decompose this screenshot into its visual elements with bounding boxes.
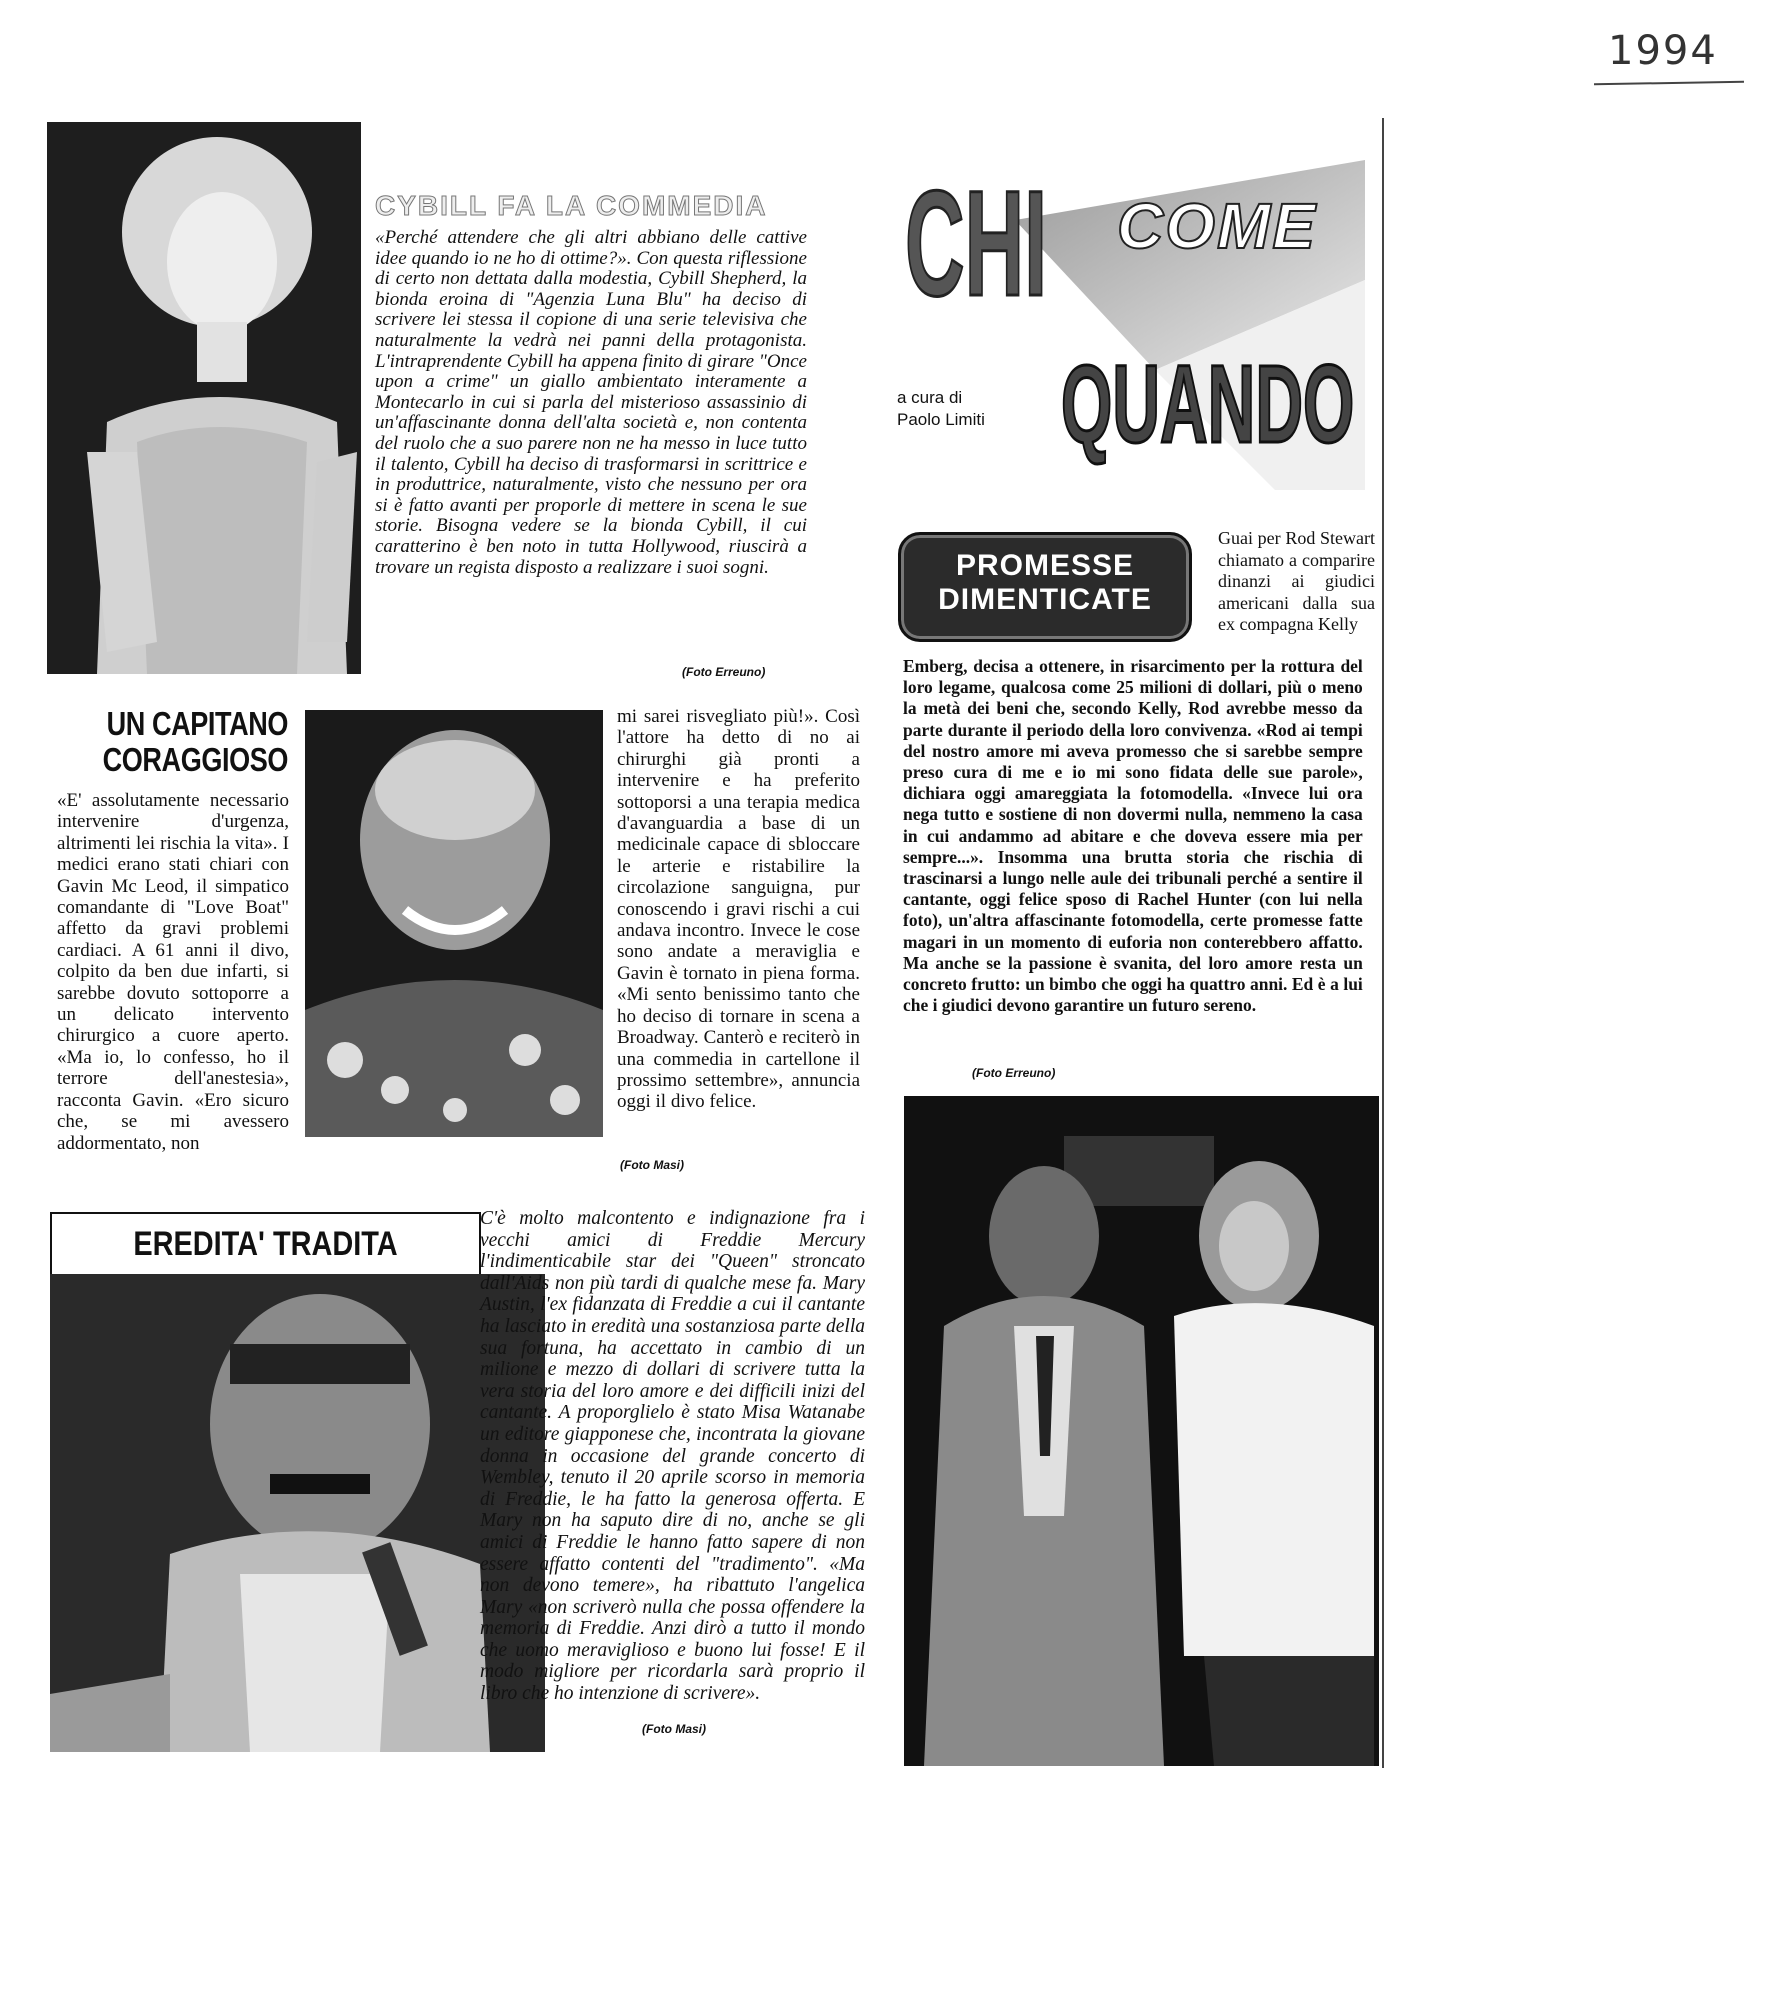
eredita-photo-credit: (Foto Masi) <box>642 1722 706 1736</box>
masthead-quando: QUANDO <box>1061 343 1355 466</box>
clipping-edge <box>1382 118 1384 1768</box>
masthead <box>895 160 1380 490</box>
year-underline <box>1594 81 1744 86</box>
capitano-title-line1: UN CAPITANO <box>106 705 288 742</box>
promesse-text-main: Emberg, decisa a ottenere, in risarcimento per la rottura del loro legame, qualcosa come 25 milioni di dollari, più o meno la metà dei beni che, secondo Kelly, Rod avrebbe messo da parte durante il periodo della loro convivenza. «Rod ai tempi del nostro amore mi aveva promesso che si sarebbe sempre preso cura di me e io mi sono fidata delle sue parole», dichiara oggi amareggiata la fotomodella. «Invece lui ora nega tutto e sostiene di non dovermi nulla, nemmeno la casa in cui andammo ad abitare e che doveva essere mia per sempre...». Insomma una brutta storia che rischia di trascinarsi a lungo nelle aule dei tribunali perché a sentire il cantante, oggi felice sposo di Rachel Hunter (con lui nella foto), un'altra affascinante fotomodella, certe promesse fatte magari in un momento di euforia non conterebbero affatto. Ma anche se la passione è svanita, del loro amore resta un concreto frutto: un bimbo che oggi ha quattro anni. Ed è a lui che i giudici devono garantire un futuro sereno. <box>903 656 1363 1016</box>
cybill-text: «Perché attendere che gli altri abbiano delle cattive idee quando io ne ho di ottime?». Con questa riflessione di certo non dettata dalla modestia, Cybill Shepherd, la bionda eroina di "Agenzia Luna Blu" ha deciso di scrivere lei stessa il copione di una serie televisiva che naturalmente la vedrà nei panni della protagonista. L'intraprendente Cybill ha appena finito di girare "Once upon a crime" un giallo ambientato interamente a Montecarlo in cui si parla del misterioso assassinio di un'affascinante donna dell'alta società e, non contenta del ruolo che a suo parere non ne ha messo in luce tutto il talento, Cybill ha deciso di trasformarsi in scrittrice e in produttrice, naturalmente, visto che nessuno per ora si è fatto avanti per proporle di mettere in scena le sue storie. Bisogna vedere se la bionda Cybill, il cui caratterino è ben noto in tutta Hollywood, riuscirà a trovare un regista disposto a realizzare i suoi sogni. <box>375 227 807 578</box>
freddie-mercury-photo <box>50 1274 545 1752</box>
masthead-chi: CHI <box>905 160 1048 327</box>
byline-name: Paolo Limiti <box>897 410 985 429</box>
cybill-title: CYBILL FA LA COMMEDIA <box>375 190 768 221</box>
promesse-title-line1: PROMESSE <box>955 549 1135 582</box>
masthead-come: COME <box>1117 190 1317 262</box>
cybill-shepherd-photo <box>47 122 361 674</box>
year-note: 1994 <box>1608 28 1718 74</box>
capitano-text-col1: «E' assolutamente necessario intervenire d'urgenza, altrimenti lei rischia la vita». I medici erano stati chiari con Gavin Mc Leod, il simpatico comandante di "Love Boat" affetto da gravi problemi cardiaci. A 61 anni il divo, colpito da ben due infarti, si sarebbe dovuto sottoporre a un delicato intervento chirurgico a cuore aperto. «Ma io, lo confesso, ho il terrore dell'anestesia», racconta Gavin. «Ero sicuro che, se mi avessero addormentato, non <box>57 790 289 1154</box>
promesse-photo-credit: (Foto Erreuno) <box>972 1066 1056 1080</box>
byline-label: a cura di <box>897 388 963 407</box>
promesse-text-top: Guai per Rod Stewart chiamato a comparire dinanzi ai giudici americani dalla sua ex compagna Kelly <box>1218 528 1375 634</box>
capitano-title <box>60 706 288 778</box>
capitano-photo-credit: (Foto Masi) <box>620 1158 684 1172</box>
eredita-title-box <box>50 1212 481 1276</box>
rod-stewart-rachel-hunter-photo <box>904 1096 1379 1766</box>
gavin-mcleod-photo <box>305 710 603 1137</box>
capitano-title-line2: CORAGGIOSO <box>102 741 288 778</box>
eredita-title: EREDITA' TRADITA <box>133 1225 398 1263</box>
promesse-title-line2: DIMENTICATE <box>938 583 1152 616</box>
eredita-text: C'è molto malcontento e indignazione fra i vecchi amici di Freddie Mercury l'indimenticabile star dei "Queen" stroncato dall'Aids non più tardi di qualche mese fa. Mary Austin, l'ex fidanzata di Freddie a cui il cantante ha lasciato in eredità una sostanziosa parte della sua fortuna, ha accettato in cambio di un milione e mezzo di dollari di scrivere tutta la vera storia del loro amore e dei difficili inizi del cantante. A proporglielo è stato Misa Watanabe un editore giapponese che, incontrata la giovane donna in occasione del grande concerto di Wembley, tenuto il 20 aprile scorso in memoria di Freddie, le ha fatto la generosa offerta. E Mary non ha saputo dire di no, anche se gli amici di Freddie le hanno fatto sapere di non essere affatto contenti del "tradimento". «Ma non devono temere», ha ribattuto l'angelica Mary «non scriverò nulla che possa offendere la memoria di Freddie. Anzi dirò a tutto il mondo che uomo meraviglioso e buono lui fosse! E il modo migliore per ricordarla sarà proprio il libro che ho intenzione di scrivere». <box>480 1208 865 1705</box>
capitano-text-col2: mi sarei risvegliato più!». Così l'attore ha detto di no ai chirurghi già pronti a intervenire e ha preferito sottoporsi a una terapia medica d'avanguardia a base di un medicinale capace di sbloccare le arterie e ristabilire la circolazione sanguigna, pur conoscendo i gravi rischi a cui andava incontro. Invece le cose sono andate a meraviglia e Gavin è tornato in piena forma. «Mi sento benissimo tanto che ho deciso di tornare in scena a Broadway. Canterò e reciterò in una commedia in cartellone il prossimo settembre», annuncia oggi il divo felice. <box>617 706 860 1113</box>
promesse-title-badge <box>898 532 1192 642</box>
cybill-photo-credit: (Foto Erreuno) <box>682 665 766 679</box>
